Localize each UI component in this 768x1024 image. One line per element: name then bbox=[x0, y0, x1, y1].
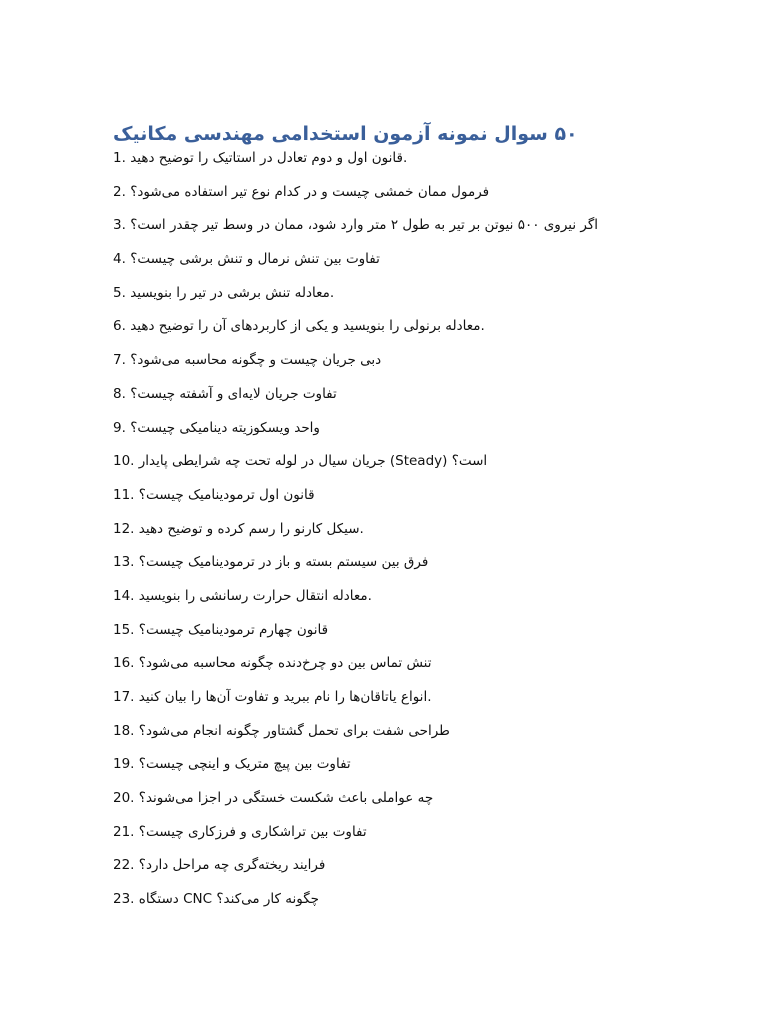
question-number: 8. bbox=[113, 385, 126, 402]
question-item bbox=[113, 886, 673, 920]
question-item bbox=[113, 785, 673, 819]
question-number: 19. bbox=[113, 756, 135, 773]
question-number: 17. bbox=[113, 689, 135, 705]
question-text: سیکل کارنو را رسم کرده و توضیح دهید. bbox=[138, 520, 364, 537]
question-number: 12. bbox=[113, 520, 135, 537]
question-item bbox=[113, 583, 673, 617]
question-text: فرایند ریخته‌گری چه مراحل دارد؟ bbox=[138, 857, 326, 874]
question-item bbox=[113, 313, 673, 347]
question-number: 16. bbox=[113, 655, 135, 672]
question-item bbox=[113, 852, 673, 886]
question-list bbox=[113, 145, 673, 920]
question-text: تفاوت بین تنش نرمال و تنش برشی چیست؟ bbox=[130, 251, 380, 268]
question-number: 9. bbox=[113, 419, 126, 436]
question-number: 2. bbox=[113, 183, 126, 200]
question-text: تفاوت بین تراشکاری و فرزکاری چیست؟ bbox=[138, 823, 367, 840]
question-text: دبی جریان چیست و چگونه محاسبه می‌شود؟ bbox=[130, 352, 382, 369]
question-number: 1. bbox=[113, 150, 126, 166]
question-text: جریان سیال در لوله تحت چه شرایطی پایدار (Steady) است؟ bbox=[138, 453, 488, 470]
question-number: 14. bbox=[113, 587, 135, 604]
question-text: قانون اول و دوم تعادل در استاتیک را توضیح دهید. bbox=[130, 150, 408, 166]
question-number: 11. bbox=[113, 486, 135, 503]
question-item bbox=[113, 179, 673, 213]
question-item bbox=[113, 718, 673, 752]
question-text: فرمول ممان خمشی چیست و در کدام نوع تیر استفاده می‌شود؟ bbox=[130, 183, 490, 200]
question-item bbox=[113, 684, 673, 718]
question-text: چه عواملی باعث شکست خستگی در اجزا می‌شوند؟ bbox=[138, 790, 434, 807]
question-text: قانون چهارم ترمودینامیک چیست؟ bbox=[138, 621, 329, 638]
question-number: 22. bbox=[113, 857, 135, 874]
question-item bbox=[113, 617, 673, 651]
question-text: تنش تماس بین دو چرخ‌دنده چگونه محاسبه می‌شود؟ bbox=[138, 655, 432, 672]
question-number: 6. bbox=[113, 318, 126, 335]
question-item bbox=[113, 751, 673, 785]
question-number: 3. bbox=[113, 217, 126, 234]
question-number: 23. bbox=[113, 891, 135, 908]
question-number: 21. bbox=[113, 823, 135, 840]
question-item bbox=[113, 819, 673, 853]
question-text: قانون اول ترمودینامیک چیست؟ bbox=[138, 486, 315, 503]
document-title: ۵۰ سوال نمونه آزمون استخدامی مهندسی مکانیک bbox=[113, 123, 578, 145]
question-text: اگر نیروی ۵۰۰ نیوتن بر تیر به طول ۲ متر وارد شود، ممان در وسط تیر چقدر است؟ bbox=[130, 217, 599, 234]
question-item bbox=[113, 415, 673, 449]
question-item bbox=[113, 212, 673, 246]
question-number: 5. bbox=[113, 284, 126, 301]
question-number: 7. bbox=[113, 352, 126, 369]
question-text: معادله انتقال حرارت رسانشی را بنویسید. bbox=[138, 587, 372, 604]
question-text: فرق بین سیستم بسته و باز در ترمودینامیک چیست؟ bbox=[138, 554, 429, 571]
question-text: انواع یاتاقان‌ها را نام ببرید و تفاوت آن‌ها را بیان کنید. bbox=[138, 689, 432, 705]
question-text: معادله برنولی را بنویسید و یکی از کاربردهای آن را توضیح دهید. bbox=[130, 318, 485, 335]
question-item bbox=[113, 280, 673, 314]
question-item bbox=[113, 347, 673, 381]
question-number: 20. bbox=[113, 790, 135, 807]
question-text: دستگاه CNC چگونه کار می‌کند؟ bbox=[138, 891, 320, 908]
question-item bbox=[113, 246, 673, 280]
question-item bbox=[113, 381, 673, 415]
question-number: 10. bbox=[113, 453, 135, 470]
question-text: تفاوت بین پیچ متریک و اینچی چیست؟ bbox=[138, 756, 351, 773]
question-text: معادله تنش برشی در تیر را بنویسید. bbox=[130, 284, 335, 301]
question-item bbox=[113, 549, 673, 583]
question-number: 15. bbox=[113, 621, 135, 638]
question-text: واحد ویسکوزیته دینامیکی چیست؟ bbox=[130, 419, 320, 436]
question-item bbox=[113, 482, 673, 516]
question-text: تفاوت جریان لایه‌ای و آشفته چیست؟ bbox=[130, 385, 337, 402]
question-number: 13. bbox=[113, 554, 135, 571]
question-text: طراحی شفت برای تحمل گشتاور چگونه انجام می‌شود؟ bbox=[138, 722, 450, 739]
question-item bbox=[113, 448, 673, 482]
question-number: 4. bbox=[113, 251, 126, 268]
question-item bbox=[113, 145, 673, 179]
question-number: 18. bbox=[113, 722, 135, 739]
question-item bbox=[113, 650, 673, 684]
question-item bbox=[113, 516, 673, 550]
